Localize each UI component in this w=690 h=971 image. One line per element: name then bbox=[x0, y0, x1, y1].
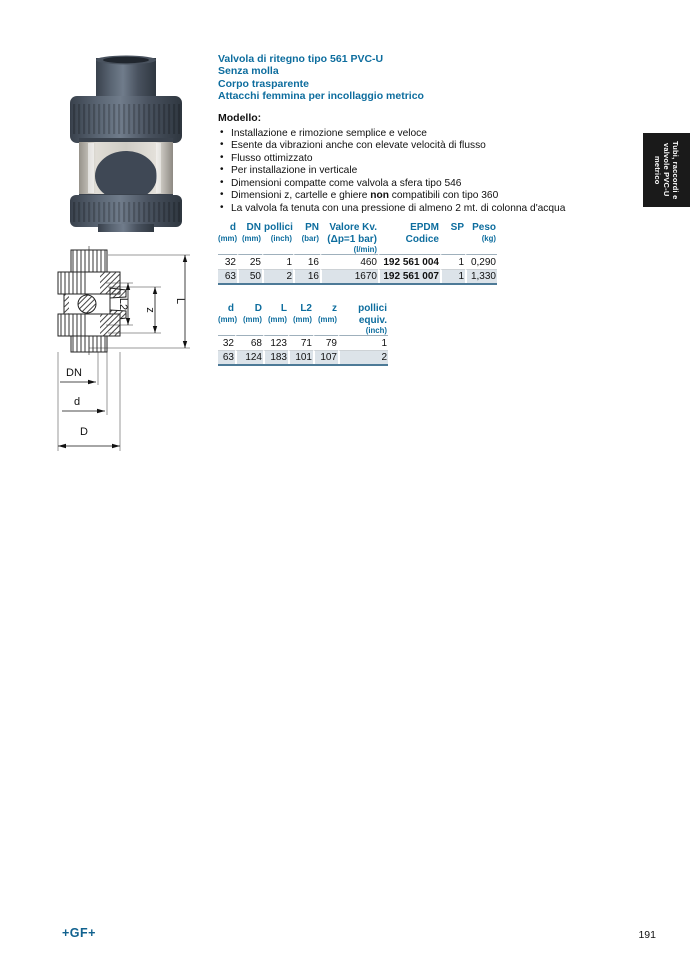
column-header: SP bbox=[440, 221, 465, 255]
column-header: d (mm) bbox=[218, 221, 237, 255]
dim-label-d: d bbox=[74, 396, 81, 408]
feature-list bbox=[218, 128, 658, 215]
title-line: Valvola di ritegno tipo 561 PVC-U bbox=[218, 53, 384, 65]
table-cell: 124 bbox=[235, 350, 263, 364]
check-valve-image bbox=[58, 52, 193, 232]
feature-item: • Per installazione in verticale bbox=[218, 165, 658, 177]
table-cell: 123 bbox=[263, 336, 288, 350]
column-header: D (mm) bbox=[235, 302, 263, 336]
table-cell: 16 bbox=[293, 269, 320, 283]
feature-item: • Dimensioni compatte come valvola a sfera tipo 546 bbox=[218, 178, 658, 190]
dimension-drawing bbox=[40, 245, 200, 460]
table-cell: 1 bbox=[440, 255, 465, 269]
column-header: Valore Kv. (Δp=1 bar) (l/min) bbox=[320, 221, 378, 255]
feature-item: • Dimensioni z, cartelle e ghiere non compatibili con tipo 360 bbox=[218, 190, 658, 202]
table-cell: 71 bbox=[288, 336, 313, 350]
section-tab-line: Tubi, raccordi e bbox=[671, 140, 680, 200]
feature-item: • Esente da vibrazioni anche con elevate velocità di flusso bbox=[218, 140, 658, 152]
table-cell: 25 bbox=[237, 255, 262, 269]
dim-label-l2: L2 bbox=[117, 297, 129, 311]
table-header-row bbox=[218, 221, 497, 255]
table-cell: 79 bbox=[313, 336, 338, 350]
table-cell: 68 bbox=[235, 336, 263, 350]
table-cell: 32 bbox=[222, 337, 234, 349]
table-cell: 32 bbox=[224, 256, 236, 268]
ordering-table bbox=[218, 221, 497, 285]
table-cell: 63 bbox=[218, 350, 235, 364]
table-cell: 0,290 bbox=[465, 255, 497, 269]
model-label: Modello: bbox=[218, 112, 262, 124]
title-line: Senza molla bbox=[218, 65, 279, 78]
dim-label-dd: D bbox=[80, 426, 88, 438]
table-row bbox=[218, 269, 497, 283]
table-row bbox=[218, 336, 388, 350]
table-row bbox=[218, 350, 388, 364]
column-header: L (mm) bbox=[263, 302, 288, 336]
dim-label-l: L bbox=[174, 297, 186, 305]
table-cell: 101 bbox=[288, 350, 313, 364]
table-cell: 1670 bbox=[320, 269, 378, 283]
title-line: Attacchi femmina per incollaggio metrico bbox=[218, 90, 424, 103]
dim-label-dn: DN bbox=[66, 367, 82, 379]
table-cell: 16 bbox=[293, 255, 320, 269]
column-header: L2 (mm) bbox=[288, 302, 313, 336]
table-cell: 63 bbox=[218, 269, 237, 283]
table-cell: 460 bbox=[320, 255, 378, 269]
article-code: 192 561 007 bbox=[378, 269, 440, 283]
table-row bbox=[218, 255, 497, 269]
column-header: pollici (inch) bbox=[262, 221, 293, 255]
table-cell: 2 bbox=[338, 350, 388, 364]
table-cell: 107 bbox=[313, 350, 338, 364]
table-cell: 2 bbox=[262, 269, 293, 283]
table-cell: 1 bbox=[338, 336, 388, 350]
title-line: Corpo trasparente bbox=[218, 77, 310, 90]
feature-item: • Flusso ottimizzato bbox=[218, 153, 658, 165]
table-cell: 1 bbox=[262, 255, 293, 269]
feature-item: • Installazione e rimozione semplice e veloce bbox=[218, 128, 658, 140]
page-number: 191 bbox=[638, 929, 656, 941]
article-code: 192 561 004 bbox=[378, 255, 440, 269]
table-cell: 50 bbox=[237, 269, 262, 283]
dim-label-z: z bbox=[144, 307, 156, 313]
technical-drawing bbox=[40, 245, 200, 465]
column-header: EPDM Codice bbox=[378, 221, 440, 255]
table-cell: 1,330 bbox=[465, 269, 497, 283]
table-cell: 1 bbox=[440, 269, 465, 283]
feature-item: • La valvola fa tenuta con una pressione di almeno 2 mt. di colonna d'acqua bbox=[218, 203, 658, 215]
column-header: pollici equiv. (inch) bbox=[338, 302, 388, 336]
gf-logo: +GF+ bbox=[62, 926, 96, 940]
table-header-row bbox=[218, 302, 388, 336]
column-header: PN (bar) bbox=[293, 221, 320, 255]
section-tab-line: valvole PVC-U bbox=[662, 143, 671, 197]
table-cell: 183 bbox=[263, 350, 288, 364]
product-title bbox=[218, 53, 424, 103]
section-tab-line: metrico bbox=[653, 155, 662, 185]
column-header: d (mm) bbox=[218, 302, 235, 336]
column-header: DN (mm) bbox=[237, 221, 262, 255]
dimensions-table bbox=[218, 302, 388, 366]
column-header: z (mm) bbox=[313, 302, 338, 336]
product-photo bbox=[58, 52, 193, 237]
column-header: Peso (kg) bbox=[465, 221, 497, 255]
